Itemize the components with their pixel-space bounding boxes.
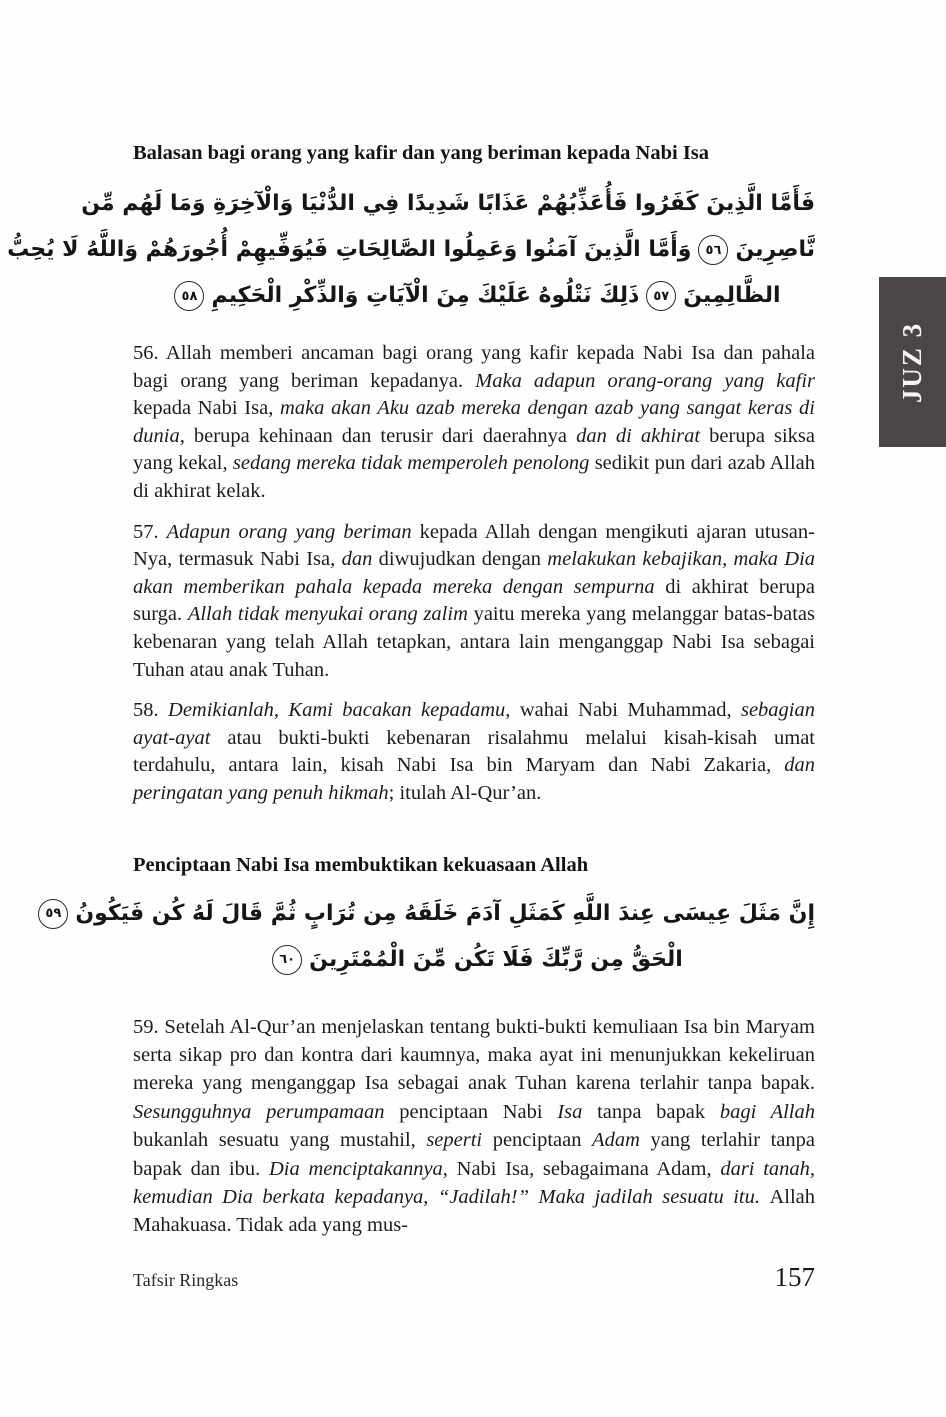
- section-heading-2: Penciptaan Nabi Isa membuktikan kekuasaan Allah: [133, 853, 589, 876]
- ayah-number-badge: [698, 235, 728, 265]
- juz-tab-label: JUZ 3: [897, 321, 928, 403]
- quran-text: فَأَمَّا الَّذِينَ كَفَرُوا فَأُعَذِّبُهُمْ عَذَابًا شَدِيدًا فِي الدُّنْيَا وَالْآخِرَةِ وَمَا لَهُم مِّن: [81, 191, 815, 216]
- ayah-number-badge: [272, 945, 302, 975]
- paragraph-59: 59. Setelah Al-Qur’an menjelaskan tentang bukti-bukti kemuliaan Isa bin Maryam serta sikap pro dan kontra dari kaumnya, maka ayat ini menunjukkan kekeliruan mereka yang menganggap Isa sebagai anak Tuhan karena terlahir tanpa bapak. Sesungguhnya perumpamaan penciptaan Nabi Isa tanpa bapak bagi Allah bukanlah sesuatu yang mustahil, seperti penciptaan Adam yang terlahir tanpa bapak dan ibu. Dia menciptakannya, Nabi Isa, sebagaimana Adam, dari tanah, kemudian Dia berkata kepadanya, “Jadilah!” Maka jadilah sesuatu itu. Allah Mahakuasa. Tidak ada yang mus-: [133, 1015, 816, 1237]
- paragraph-58: 58. Demikianlah, Kami bacakan kepadamu, wahai Nabi Muhammad, sebagian ayat-ayat atau bukti-bukti kebenaran risalahmu melalui kisah-kisah umat terdahulu, antara lain, kisah Nabi Isa bin Maryam dan Nabi Zakaria, dan peringatan yang penuh hikmah; itulah Al-Qur’an.: [133, 699, 816, 804]
- page-footer: [133, 1262, 815, 1293]
- quran-text: الظَّالِمِينَ: [683, 283, 781, 308]
- quran-text: وَأَمَّا الَّذِينَ آمَنُوا وَعَمِلُوا الصَّالِحَاتِ فَيُوَفِّيهِمْ أُجُورَهُمْ وَاللَّهُ لَا يُحِبُّ: [7, 237, 692, 262]
- quran-line: [45, 891, 815, 937]
- quran-text: الْحَقُّ مِن رَّبِّكَ فَلَا تَكُن مِّنَ الْمُمْتَرِينَ: [309, 946, 683, 972]
- section-heading-1: Balasan bagi orang yang kafir dan yang beriman kepada Nabi Isa: [133, 142, 710, 164]
- quran-text: إِنَّ مَثَلَ عِيسَى عِندَ اللَّهِ كَمَثَلِ آدَمَ خَلَقَهُ مِن تُرَابٍ ثُمَّ قَالَ لَهُ كُن فَيَكُونُ: [75, 900, 815, 926]
- ayah-number-badge: [646, 281, 676, 311]
- quran-block-2: [45, 891, 815, 983]
- ayah-number: ٥٩: [45, 906, 62, 921]
- paragraph-57: 57. Adapun orang yang beriman kepada Allah dengan mengikuti ajaran utusan-Nya, termasuk Nabi Isa, dan diwujudkan dengan melakukan kebajikan, maka Dia akan memberikan pahala kepada mereka dengan sempurna di akhirat berupa surga. Allah tidak menyukai orang zalim yaitu mereka yang melanggar batas-batas kebenaran yang telah Allah tetapkan, antara lain menganggap Nabi Isa sebagai Tuhan atau anak Tuhan.: [133, 520, 816, 681]
- ayah-number: ٥٧: [653, 288, 670, 304]
- ayah-number: ٥٦: [705, 242, 722, 258]
- quran-line: [133, 937, 815, 983]
- paragraph-56: 56. Allah memberi ancaman bagi orang yang kafir kepada Nabi Isa dan pahala bagi orang yang beriman kepadanya. Maka adapun orang-orang yang kafir kepada Nabi Isa, maka akan Aku azab mereka dengan azab yang sangat keras di dunia, berupa kehinaan dan terusir dari daerahnya dan di akhirat berupa siksa yang kekal, sedang mereka tidak memperoleh penolong sedikit pun dari azab Allah di akhirat kelak.: [133, 342, 815, 502]
- ayah-number: ٥٨: [181, 288, 198, 304]
- quran-line: [81, 181, 815, 227]
- page-number: 157: [774, 1262, 815, 1292]
- quran-text: ذَلِكَ نَتْلُوهُ عَلَيْكَ مِنَ الْآيَاتِ وَالذِّكْرِ الْحَكِيمِ: [211, 283, 640, 308]
- quran-line: [133, 273, 815, 319]
- quran-line: [7, 227, 815, 273]
- ayah-number: ٦٠: [279, 952, 296, 967]
- page-content: [7, 0, 816, 1240]
- ayah-number-badge: [174, 281, 204, 311]
- quran-block-1: [7, 181, 815, 319]
- juz-tab: [879, 277, 946, 447]
- ayah-number-badge: [38, 899, 68, 929]
- footer-book-title: Tafsir Ringkas: [133, 1270, 239, 1290]
- quran-text: نَّاصِرِينَ: [735, 237, 815, 262]
